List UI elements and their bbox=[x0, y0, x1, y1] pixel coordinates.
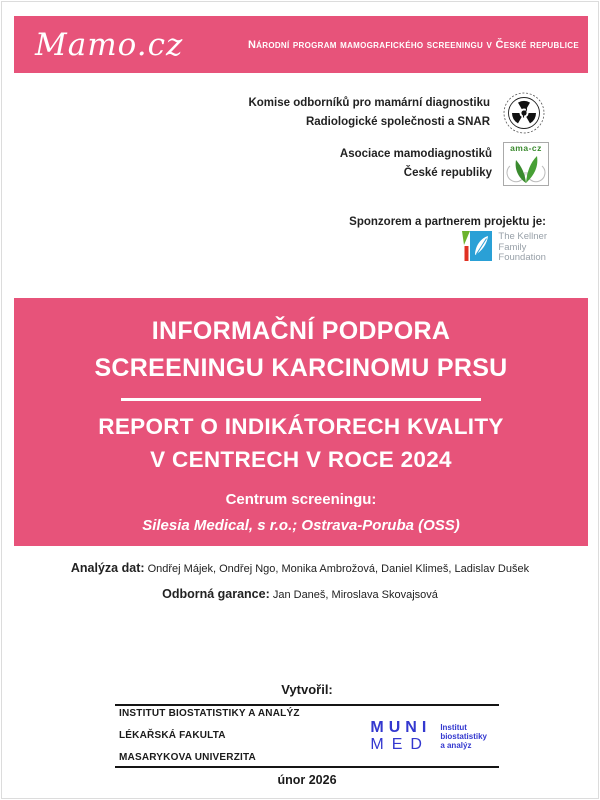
med-text: MED bbox=[370, 736, 430, 753]
komise-line2: Radiologické společnosti a SNAR bbox=[305, 116, 490, 128]
report-subtitle-line2: V CENTRECH V ROCE 2024 bbox=[150, 446, 452, 472]
iba-line3: a analýz bbox=[440, 740, 472, 750]
kellner-foundation-icon bbox=[462, 231, 492, 261]
report-subtitle bbox=[14, 410, 588, 476]
institution-line1: INSTITUT BIOSTATISTIKY A ANALÝZ bbox=[119, 708, 300, 719]
report-cover-page bbox=[1, 1, 599, 799]
asociace-text bbox=[340, 145, 492, 183]
report-title-line2: SCREENINGU KARCINOMU PRSU bbox=[94, 354, 508, 382]
muni-med-wordmark bbox=[370, 719, 431, 753]
credits-block bbox=[2, 561, 598, 613]
institution-line2: LÉKAŘSKÁ FAKULTA bbox=[119, 730, 226, 741]
sponsor-label: Sponzorem a partnerem projektu je: bbox=[349, 216, 546, 228]
report-subtitle-line1: REPORT O INDIKÁTORECH KVALITY bbox=[98, 413, 504, 439]
iba-line2: biostatistiky bbox=[440, 731, 487, 741]
screening-center-label: Centrum screeningu: bbox=[225, 490, 377, 508]
kellner-line1: The Kellner bbox=[498, 231, 547, 242]
title-banner bbox=[14, 298, 588, 546]
muni-text: MUNI bbox=[370, 719, 432, 736]
institution-text bbox=[119, 703, 300, 769]
iba-line1: Institut bbox=[440, 722, 467, 732]
kellner-foundation-block bbox=[462, 231, 547, 264]
kellner-line3: Foundation bbox=[498, 252, 546, 263]
asociace-line1: Asociace mamodiagnostiků bbox=[339, 148, 492, 160]
radiation-trefoil-icon bbox=[503, 92, 545, 134]
komise-block bbox=[248, 92, 545, 134]
mamo-cz-logo: Mamo.cz bbox=[35, 26, 184, 63]
kellner-line2: Family bbox=[498, 241, 527, 253]
kellner-foundation-name bbox=[498, 231, 547, 264]
screening-center-name: Silesia Medical, s r.o.; Ostrava-Poruba (OSS) bbox=[142, 516, 460, 534]
ama-leaves-icon bbox=[506, 154, 546, 185]
analysis-credit bbox=[2, 561, 598, 575]
footer-institution-row bbox=[115, 704, 499, 768]
publication-date: únor 2026 bbox=[277, 773, 337, 787]
created-by-label: Vytvořil: bbox=[281, 682, 333, 697]
asociace-block bbox=[340, 142, 549, 186]
iba-label bbox=[440, 723, 487, 750]
asociace-line2: České republiky bbox=[403, 167, 492, 179]
guarantee-label: Odborná garance: bbox=[162, 587, 270, 601]
guarantee-credit bbox=[2, 587, 598, 601]
banner-divider bbox=[121, 398, 481, 401]
footer-block bbox=[115, 682, 499, 787]
ama-cz-logo bbox=[503, 142, 549, 186]
institution-line3: MASARYKOVA UNIVERZITA bbox=[119, 752, 256, 763]
guarantee-names: Jan Daneš, Miroslava Skovajsová bbox=[272, 589, 438, 601]
muni-med-logo bbox=[370, 719, 487, 753]
analysis-label: Analýza dat: bbox=[70, 561, 145, 575]
report-title bbox=[14, 313, 588, 387]
ama-cz-logo-text: ama-cz bbox=[510, 143, 542, 153]
komise-text bbox=[248, 94, 490, 132]
report-title-line1: INFORMAČNÍ PODPORA bbox=[151, 317, 451, 345]
komise-line1: Komise odborníků pro mamární diagnostiku bbox=[248, 97, 490, 109]
analysis-names: Ondřej Májek, Ondřej Ngo, Monika Ambrožová, Daniel Klimeš, Ladislav Dušek bbox=[147, 563, 530, 575]
program-title: Národní program mamografického screeningu v České republice bbox=[247, 38, 579, 51]
header-bar bbox=[14, 16, 588, 73]
